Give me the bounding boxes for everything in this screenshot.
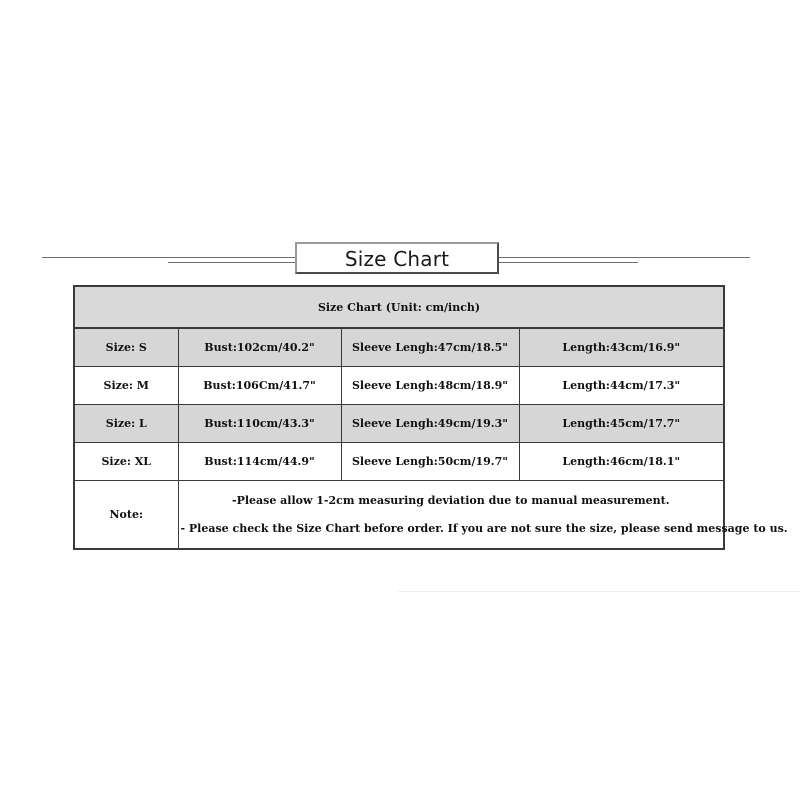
length-cell: Length:45cm/17.7"	[519, 405, 724, 443]
table-row	[74, 367, 724, 405]
note-line: -Please allow 1-2cm measuring deviation due to manual measurement.	[232, 493, 670, 507]
bust-cell: Bust:110cm/43.3"	[178, 405, 341, 443]
size-cell: Size: XL	[74, 443, 178, 481]
length-cell: Length:44cm/17.3"	[519, 367, 724, 405]
sleeve-cell: Sleeve Lengh:50cm/19.7"	[341, 443, 519, 481]
length-cell: Length:46cm/18.1"	[519, 443, 724, 481]
table-row	[74, 405, 724, 443]
note-text	[178, 481, 788, 550]
bust-cell: Bust:102cm/40.2"	[178, 328, 341, 367]
bust-cell: Bust:114cm/44.9"	[178, 443, 341, 481]
note-line: - Please check the Size Chart before order. If you are not sure the size, please send message to us.	[180, 521, 788, 535]
table-header: Size Chart (Unit: cm/inch)	[74, 286, 724, 328]
sleeve-cell: Sleeve Lengh:47cm/18.5"	[341, 328, 519, 367]
page-title: Size Chart	[295, 242, 499, 274]
bust-cell: Bust:106Cm/41.7"	[178, 367, 341, 405]
sleeve-cell: Sleeve Lengh:49cm/19.3"	[341, 405, 519, 443]
note-row	[74, 481, 724, 550]
size-cell: Size: S	[74, 328, 178, 367]
length-cell: Length:43cm/16.9"	[519, 328, 724, 367]
note-label: Note:	[74, 481, 178, 550]
table-header-row	[74, 286, 724, 328]
sleeve-cell: Sleeve Lengh:48cm/18.9"	[341, 367, 519, 405]
table-row	[74, 443, 724, 481]
faint-divider	[398, 591, 800, 592]
size-chart-table	[73, 285, 788, 550]
table-row	[74, 328, 724, 367]
size-cell: Size: M	[74, 367, 178, 405]
size-cell: Size: L	[74, 405, 178, 443]
